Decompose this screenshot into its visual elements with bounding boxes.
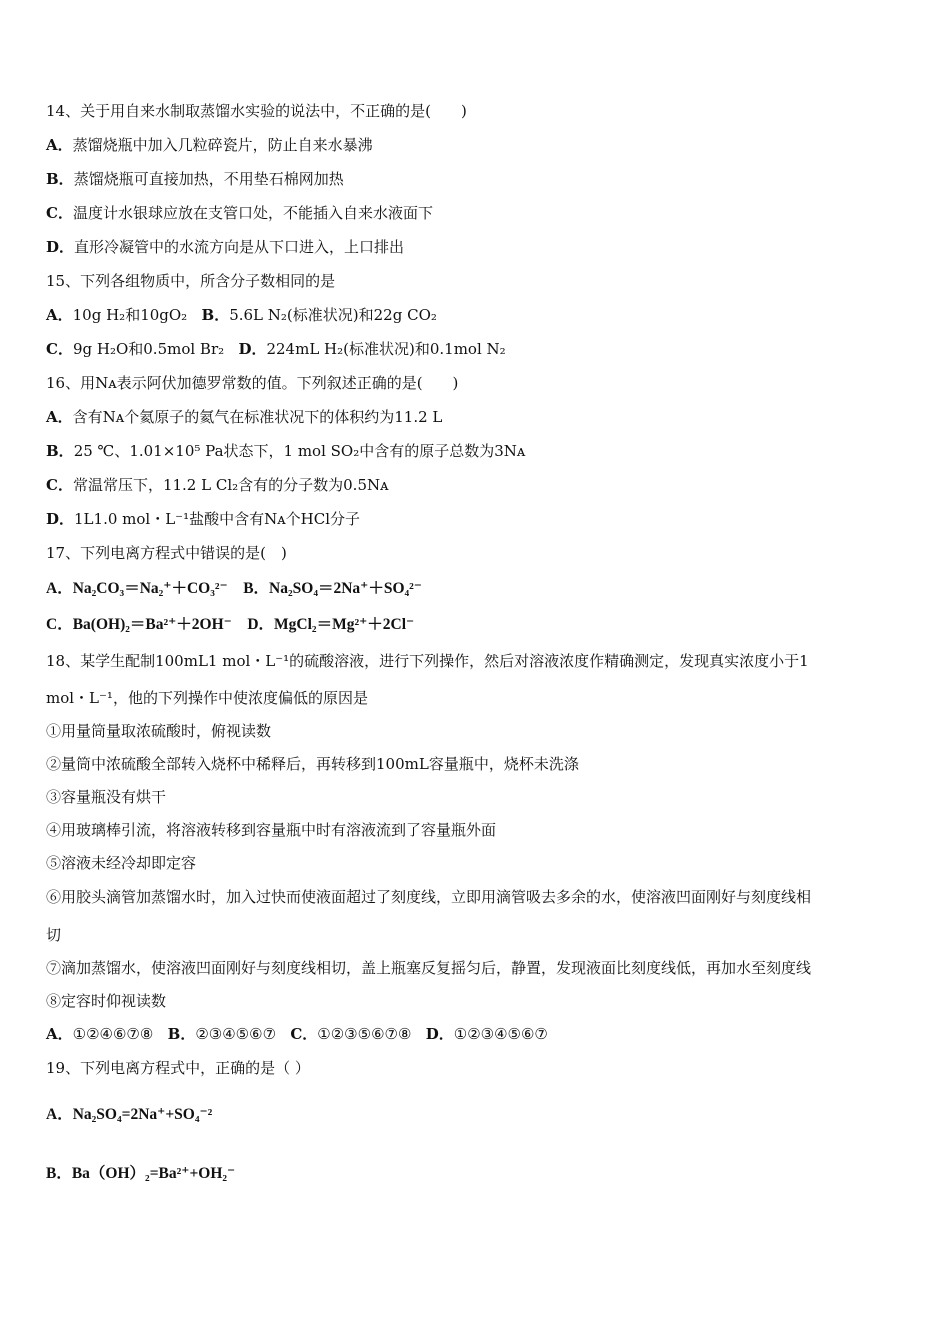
option-text: 直形冷凝管中的水流方向是从下口进入，上口排出 — [74, 238, 405, 256]
q18-item: ⑥用胶头滴管加蒸馏水时，加入过快而使液面超过了刻度线，立即用滴管吸去多余的水，使溶液凹面刚好与刻度线相 — [46, 888, 812, 906]
q16-option-c — [46, 475, 389, 495]
q18-item: ①用量筒量取浓硫酸时，俯视读数 — [46, 722, 272, 740]
option-text: Na₂SO₄=2Na⁺+SO₄⁻² — [72, 1106, 213, 1123]
q14-stem: 14、关于用自来水制取蒸馏水实验的说法中，不正确的是( ) — [46, 102, 467, 120]
q14-option-a — [46, 135, 373, 155]
q18-stem: 18、某学生配制100mL1 mol・L⁻¹的硫酸溶液，进行下列操作，然后对溶液浓度作精确测定，发现真实浓度小于1 — [46, 652, 809, 670]
q15-options-ab — [46, 305, 437, 325]
q14-option-b — [46, 169, 344, 189]
option-label: B． — [201, 306, 230, 324]
option-label: D． — [46, 510, 75, 528]
q17-options-cd — [46, 615, 414, 635]
q17-option-c: Ba(OH)₂＝Ba²⁺＋2OH⁻ — [72, 616, 232, 633]
q18-option-a: ①②④⑥⑦⑧ — [72, 1025, 154, 1043]
q18-option-d: ①②③④⑤⑥⑦ — [453, 1025, 548, 1043]
q18-item: ④用玻璃棒引流，将溶液转移到容量瓶中时有溶液流到了容量瓶外面 — [46, 821, 497, 839]
q15-option-a: 10g H₂和10gO₂ — [72, 306, 188, 324]
option-label: A． — [46, 1025, 73, 1043]
option-label: A． — [46, 136, 73, 154]
option-text: 25 ℃、1.01×10⁵ Pa状态下，1 mol SO₂中含有的原子总数为3Nᴀ — [73, 442, 526, 460]
option-label: B． — [46, 442, 74, 460]
option-text: 含有Nᴀ个氦原子的氦气在标准状况下的体积约为11.2 L — [72, 408, 443, 426]
q18-item: ②量筒中浓硫酸全部转入烧杯中稀释后，再转移到100mL容量瓶中，烧杯未洗涤 — [46, 755, 579, 773]
q14-option-d — [46, 237, 404, 257]
q15-option-d: 224mL H₂(标准状况)和0.1mol N₂ — [266, 340, 506, 358]
option-label: D． — [247, 616, 275, 633]
q18-item: ⑦滴加蒸馏水，使溶液凹面刚好与刻度线相切，盖上瓶塞反复摇匀后，静置，发现液面比刻度线低，再加水至刻度线 — [46, 959, 812, 977]
option-text: 温度计水银球应放在支管口处，不能插入自来水液面下 — [72, 204, 433, 222]
option-label: A． — [46, 408, 73, 426]
q15-option-b: 5.6L N₂(标准状况)和22g CO₂ — [229, 306, 437, 324]
option-text: 1L1.0 mol・L⁻¹盐酸中含有Nᴀ个HCl分子 — [74, 510, 361, 528]
q18-item-continued: 切 — [46, 926, 62, 944]
option-label: B． — [243, 580, 270, 597]
q16-option-b — [46, 441, 525, 461]
option-label: C． — [290, 1025, 318, 1043]
q16-option-d — [46, 509, 360, 529]
option-label: B． — [46, 1165, 72, 1182]
q16-option-a — [46, 407, 442, 427]
option-text: 蒸馏烧瓶中加入几粒碎瓷片，防止自来水暴沸 — [72, 136, 373, 154]
option-label: A． — [46, 580, 73, 597]
q18-options — [46, 1024, 548, 1044]
q15-stem: 15、下列各组物质中，所含分子数相同的是 — [46, 272, 336, 290]
option-label: C． — [46, 476, 73, 494]
q19-option-a — [46, 1105, 212, 1125]
q18-option-c: ①②③⑤⑥⑦⑧ — [317, 1025, 412, 1043]
q18-item: ⑧定容时仰视读数 — [46, 992, 167, 1010]
q17-option-a: Na₂CO₃＝Na₂⁺＋CO₃²⁻ — [72, 580, 228, 597]
option-label: D． — [238, 340, 267, 358]
option-label: D． — [46, 238, 75, 256]
q17-stem: 17、下列电离方程式中错误的是( ) — [46, 544, 287, 562]
q19-option-b — [46, 1164, 235, 1184]
q16-stem: 16、用Nᴀ表示阿伏加德罗常数的值。下列叙述正确的是( ) — [46, 374, 459, 392]
q17-options-ab — [46, 579, 422, 599]
option-label: C． — [46, 616, 73, 633]
option-text: Ba（OH）₂=Ba²⁺+OH₂⁻ — [71, 1165, 236, 1182]
q18-item: ⑤溶液未经冷却即定容 — [46, 854, 197, 872]
option-text: 蒸馏烧瓶可直接加热，不用垫石棉网加热 — [73, 170, 344, 188]
q18-option-b: ②③④⑤⑥⑦ — [195, 1025, 277, 1043]
q14-option-c — [46, 203, 433, 223]
q18-item: ③容量瓶没有烘干 — [46, 788, 167, 806]
option-label: D． — [425, 1025, 454, 1043]
q19-stem: 19、下列电离方程式中，正确的是（ ） — [46, 1059, 310, 1077]
q17-option-d: MgCl₂＝Mg²⁺＋2Cl⁻ — [274, 616, 415, 633]
option-label: A． — [46, 306, 73, 324]
q18-stem-continued: mol・L⁻¹，他的下列操作中使浓度偏低的原因是 — [46, 689, 368, 707]
option-label: C． — [46, 340, 73, 358]
q15-option-c: 9g H₂O和0.5mol Br₂ — [72, 340, 225, 358]
option-text: 常温常压下，11.2 L Cl₂含有的分子数为0.5Nᴀ — [72, 476, 389, 494]
option-label: A． — [46, 1106, 73, 1123]
q17-option-b: Na₂SO₄＝2Na⁺＋SO₄²⁻ — [269, 580, 422, 597]
option-label: C． — [46, 204, 73, 222]
q15-options-cd — [46, 339, 506, 359]
option-label: B． — [46, 170, 74, 188]
option-label: B． — [167, 1025, 196, 1043]
